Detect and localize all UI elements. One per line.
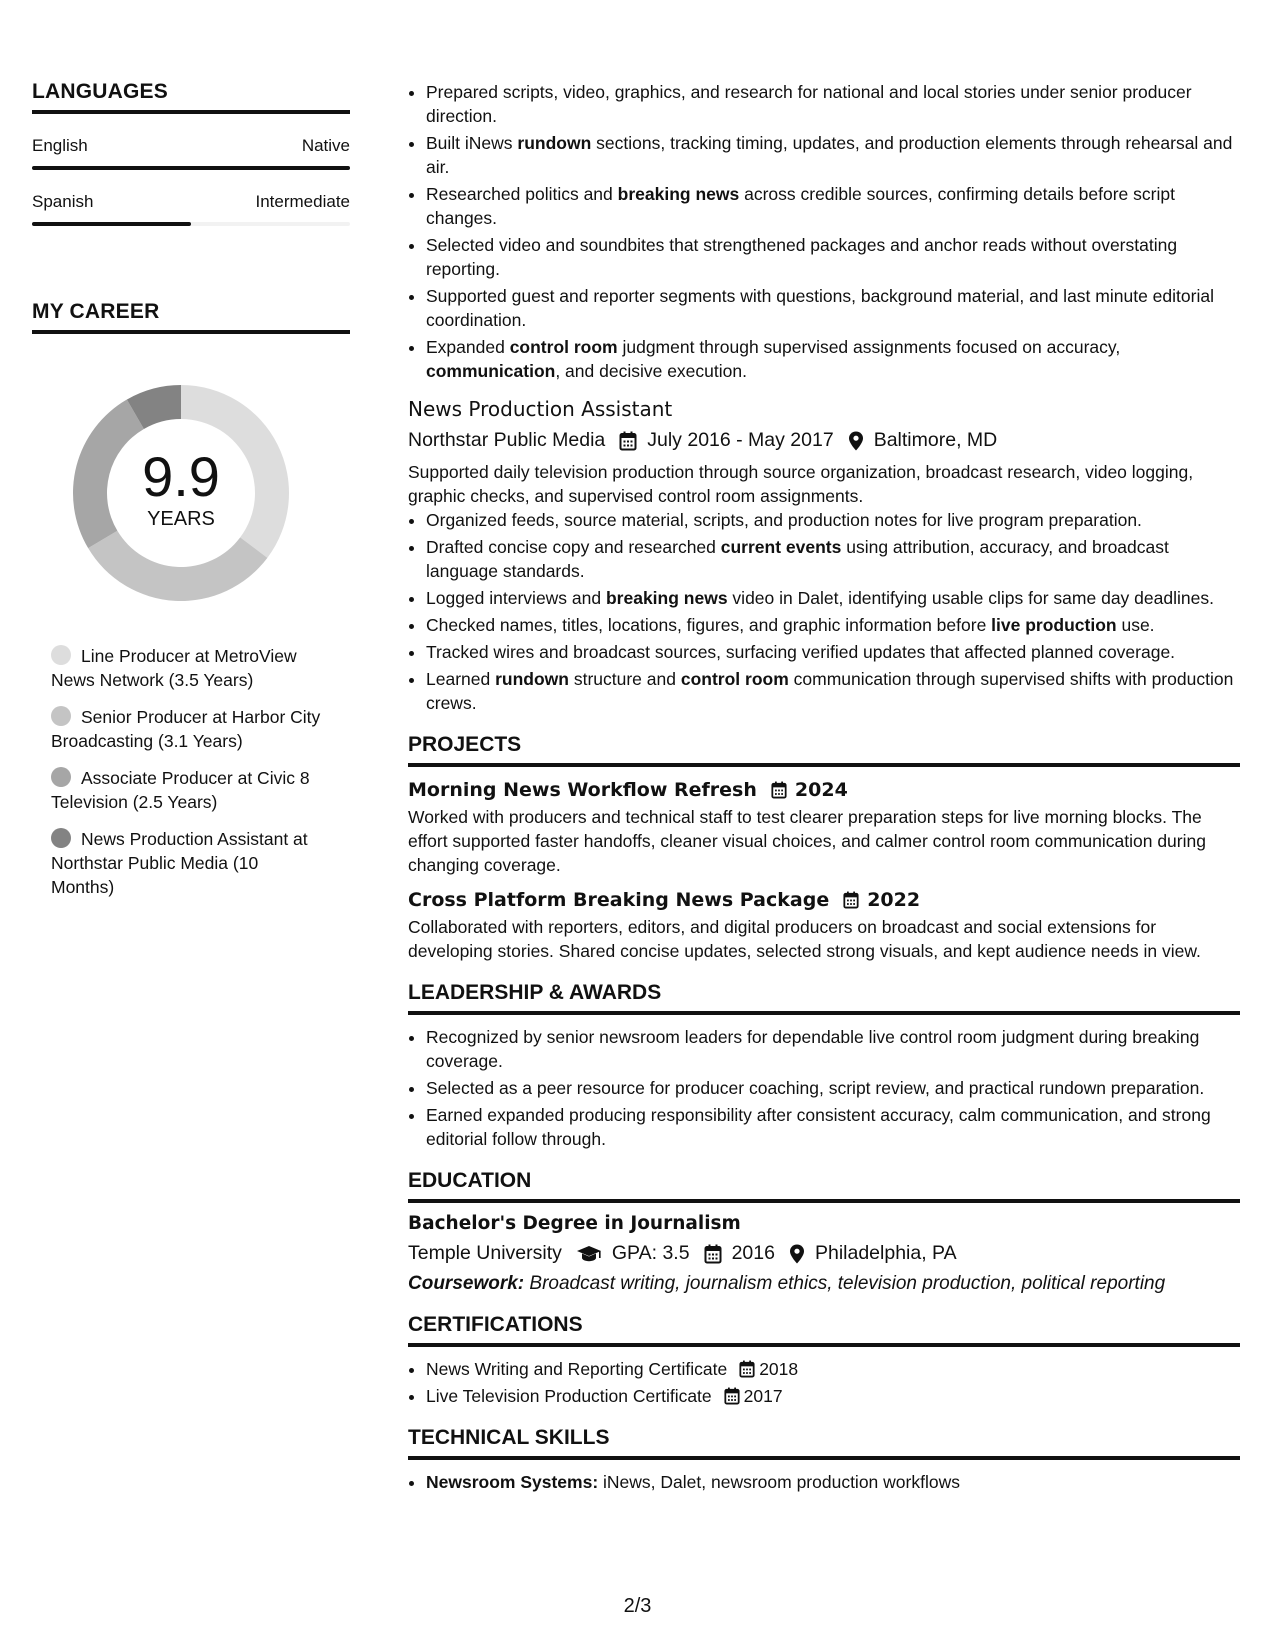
bullet-text: judgment through supervised assignments focused on accuracy,	[617, 337, 1121, 357]
graduation-cap-icon	[576, 1245, 602, 1263]
education-heading: EDUCATION	[408, 1169, 1240, 1203]
bullet-text: Checked names, titles, locations, figures, and graphic information before	[426, 615, 992, 635]
bullet-text: Logged interviews and	[426, 588, 606, 608]
language-bar-fill	[32, 222, 191, 226]
calendar-icon	[843, 891, 859, 909]
sidebar	[32, 80, 350, 912]
bullet-text: use.	[1116, 615, 1155, 635]
bullet-text: Selected video and soundbites that strengthened packages and anchor reads without overstating reporting.	[426, 235, 1178, 279]
language-level: Intermediate	[255, 192, 350, 211]
language-name: Spanish	[32, 192, 94, 211]
bullet-item	[426, 535, 1240, 583]
legend-color-dot	[51, 645, 71, 665]
education-coursework	[408, 1273, 1240, 1295]
map-pin-icon	[789, 1244, 805, 1264]
career-legend-item	[51, 644, 321, 692]
career-legend	[51, 644, 321, 899]
leadership-item: • Earned expanded producing responsibility after consistent accuracy, calm communication, and strong editorial follow through.	[426, 1103, 1240, 1151]
bullet-keyword: communication	[426, 361, 556, 381]
calendar-icon	[704, 1244, 722, 1264]
leadership-heading: LEADERSHIP & AWARDS	[408, 981, 1240, 1015]
donut-slice	[88, 531, 267, 601]
bullet-item	[426, 131, 1240, 179]
donut-center	[66, 445, 296, 531]
career-total-years: 9.9	[142, 445, 220, 508]
project-description: Collaborated with reporters, editors, and digital producers on broadcast and social extensions for developing stories. Shared concise updates, selected strong visuals, and kept audience needs in view.	[408, 917, 1201, 961]
job-meta	[408, 429, 1240, 452]
bullet-item	[426, 586, 1240, 610]
languages-heading: LANGUAGES	[32, 80, 350, 114]
project-year: 2024	[794, 779, 848, 801]
career-legend-item	[51, 766, 321, 814]
legend-label: Senior Producer at Harbor City Broadcasting (3.1 Years)	[51, 707, 321, 751]
legend-color-dot	[51, 828, 71, 848]
education-location: Philadelphia, PA	[814, 1242, 957, 1264]
education-gpa: GPA: 3.5	[611, 1242, 690, 1264]
job-summary: Supported daily television production through source organization, broadcast research, video logging, graphic checks, and supervised control room assignments.	[408, 462, 1194, 506]
bullet-text: Supported guest and reporter segments with questions, background material, and last minute editorial coordination.	[426, 286, 1214, 330]
certification-row	[426, 1384, 783, 1408]
career-legend-item	[51, 705, 321, 753]
bullet-item	[426, 233, 1240, 281]
job-bullets	[408, 508, 1240, 715]
language-bar	[32, 222, 350, 226]
languages-list	[32, 136, 350, 226]
legend-label: Line Producer at MetroView News Network (3.5 Years)	[51, 646, 297, 690]
bullet-item	[426, 613, 1240, 637]
bullet-text: structure and	[568, 669, 681, 689]
bullet-item	[426, 667, 1240, 715]
job-location: Baltimore, MD	[873, 429, 998, 451]
leadership-item: • Selected as a peer resource for producer coaching, script review, and practical rundown preparation.	[426, 1076, 1240, 1100]
calendar-icon	[739, 1360, 755, 1378]
skill-label: Newsroom Systems:	[426, 1472, 599, 1492]
bullet-item	[426, 284, 1240, 332]
skills-heading: TECHNICAL SKILLS	[408, 1426, 1240, 1460]
calendar-icon	[724, 1387, 740, 1405]
certifications-list	[408, 1357, 1240, 1408]
certification-name: • Live Television Production Certificate	[426, 1386, 712, 1406]
bullet-text: Built iNews	[426, 133, 518, 153]
main-content	[408, 80, 1240, 1497]
bullet-keyword: breaking news	[617, 184, 740, 204]
bullet-keyword: rundown	[495, 669, 569, 689]
legend-label: Associate Producer at Civic 8 Television (2.5 Years)	[51, 768, 310, 812]
leadership-item: • Recognized by senior newsroom leaders for dependable live control room judgment during breaking coverage.	[426, 1025, 1240, 1073]
skills-list	[408, 1470, 1240, 1494]
bullet-item	[426, 335, 1240, 383]
page-number: 2/3	[623, 1595, 652, 1617]
bullet-text: Expanded	[426, 337, 510, 357]
calendar-icon	[619, 431, 637, 451]
bullet-item	[426, 508, 1240, 532]
certification-year: 2018	[759, 1359, 799, 1379]
language-row	[32, 136, 350, 156]
bullet-text: Tracked wires and broadcast sources, surfacing verified updates that affected planned coverage.	[426, 642, 1176, 662]
coursework-label: Coursework:	[408, 1273, 525, 1294]
bullet-keyword: breaking news	[605, 588, 728, 608]
bullet-item	[426, 80, 1240, 128]
legend-color-dot	[51, 706, 71, 726]
career-legend-item	[51, 827, 321, 899]
skill-item	[426, 1470, 1240, 1494]
bullet-keyword: control room	[509, 337, 618, 357]
bullet-keyword: control room	[680, 669, 789, 689]
job-title: News Production Assistant	[408, 397, 673, 421]
coursework-text: Broadcast writing, journalism ethics, television production, political reporting	[529, 1273, 1166, 1294]
certification-item	[426, 1384, 1240, 1408]
calendar-icon	[771, 781, 787, 799]
job-company: Northstar Public Media	[408, 429, 606, 451]
experience-continued-bullets	[408, 80, 1240, 383]
certification-year: 2017	[743, 1386, 783, 1406]
bullet-text: , and decisive execution.	[555, 361, 747, 381]
bullet-item	[426, 182, 1240, 230]
projects-heading: PROJECTS	[408, 733, 1240, 767]
project-description: Worked with producers and technical staff to test clearer preparation steps for live morning blocks. The effort supported faster handoffs, cleaner visual choices, and calmer control room communication during changing coverage.	[408, 807, 1206, 875]
bullet-text: using attribution, accuracy, and broadcast language standards.	[426, 537, 1169, 581]
language-level: Native	[301, 136, 350, 155]
career-heading: MY CAREER	[32, 300, 350, 334]
legend-label: News Production Assistant at Northstar Public Media (10 Months)	[51, 829, 308, 897]
projects-list	[408, 779, 1240, 963]
certifications-heading: CERTIFICATIONS	[408, 1313, 1240, 1347]
bullet-text: video in Dalet, identifying usable clips for same day deadlines.	[727, 588, 1214, 608]
language-row	[32, 192, 350, 212]
project-year: 2022	[867, 889, 921, 911]
certification-item	[426, 1357, 1240, 1381]
certification-row	[426, 1357, 798, 1381]
education-year: 2016	[731, 1242, 775, 1264]
bullet-text: communication through supervised shifts with production crews.	[426, 669, 1234, 713]
language-bar	[32, 166, 350, 170]
job-dates: July 2016 - May 2017	[647, 429, 834, 451]
bullet-text: Drafted concise copy and researched	[426, 537, 721, 557]
bullet-text: across credible sources, confirming details before script changes.	[426, 184, 1175, 228]
project-title: Morning News Workflow Refresh	[408, 779, 757, 801]
education-degree: Bachelor's Degree in Journalism	[408, 1213, 741, 1234]
language-bar-fill	[32, 166, 350, 170]
education-meta	[408, 1242, 1240, 1265]
bullet-text: sections, tracking timing, updates, and production elements through rehearsal and air.	[426, 133, 1233, 177]
bullet-keyword: current events	[720, 537, 842, 557]
certification-name: • News Writing and Reporting Certificate	[426, 1359, 728, 1379]
career-total-unit: YEARS	[147, 508, 215, 530]
language-name: English	[32, 136, 88, 155]
legend-color-dot	[51, 767, 71, 787]
bullet-text: Learned	[426, 669, 496, 689]
bullet-text: Organized feeds, source material, scripts, and production notes for live program preparation.	[426, 510, 1142, 530]
project-title: Cross Platform Breaking News Package	[408, 889, 830, 911]
map-pin-icon	[848, 431, 864, 451]
project-title-row	[408, 889, 1240, 911]
skill-value: iNews, Dalet, newsroom production workflows	[603, 1472, 960, 1492]
project-title-row	[408, 779, 1240, 801]
bullet-text: Researched politics and	[426, 184, 618, 204]
career-donut-chart	[66, 378, 296, 608]
bullet-keyword: rundown	[517, 133, 592, 153]
bullet-keyword: live production	[991, 615, 1117, 635]
leadership-list	[408, 1025, 1240, 1151]
bullet-item	[426, 640, 1240, 664]
education-school: Temple University	[408, 1242, 562, 1264]
bullet-text: Prepared scripts, video, graphics, and research for national and local stories under senior producer direction.	[426, 82, 1192, 126]
